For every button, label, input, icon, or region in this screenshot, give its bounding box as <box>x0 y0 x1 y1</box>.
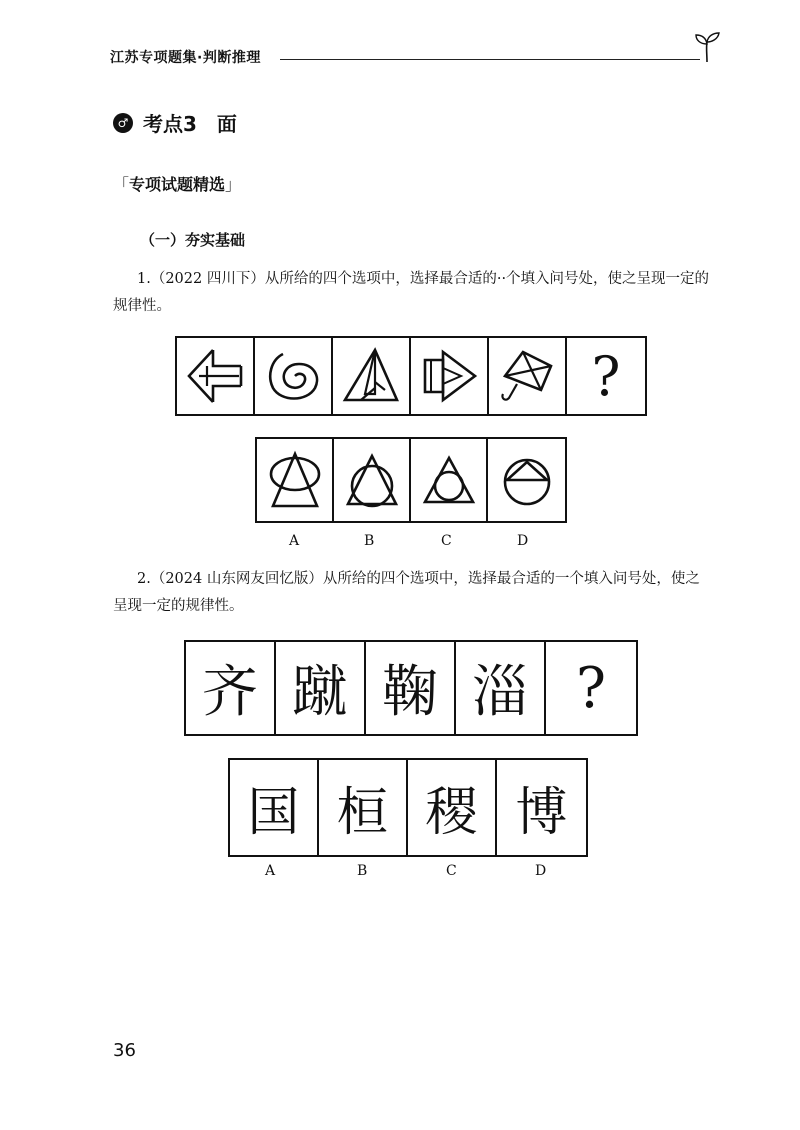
kite-figure-icon <box>495 346 559 406</box>
q1-figure-2 <box>255 338 333 414</box>
question-2-sequence <box>184 640 638 736</box>
q2-option-d-label: D <box>535 863 547 879</box>
q1-option-a[interactable] <box>257 439 334 521</box>
q2-option-b[interactable]: 桓 <box>319 760 408 855</box>
header-rule <box>280 59 700 60</box>
q2-question-mark: ? <box>575 655 607 721</box>
q2-option-c-label: C <box>446 863 457 879</box>
q1-option-b[interactable] <box>334 439 411 521</box>
q2-option-d[interactable]: 博 <box>515 783 568 843</box>
page-number: 36 <box>113 1040 136 1061</box>
q1-figure-4 <box>411 338 489 414</box>
option-d-figure-icon <box>495 448 559 512</box>
question-1-options <box>255 437 567 523</box>
q1-figure-3 <box>333 338 411 414</box>
q2-option-a[interactable]: 国 <box>230 760 319 855</box>
option-b-figure-icon <box>340 448 404 512</box>
q2-char-1: 齐 <box>186 642 276 734</box>
play-arrow-figure-icon <box>417 346 481 406</box>
q1-option-a-label: A <box>289 533 300 549</box>
question-1-text: 1.（2022 四川下）从所给的四个选项中，选择最合适的··个填入问号处，使之呈现一定的规律性。 <box>113 271 710 314</box>
q2-option-a-label: A <box>265 863 276 879</box>
level-heading: （一）夯实基础 <box>140 231 246 249</box>
q2-option-b-label: B <box>357 863 368 879</box>
subsection-heading <box>113 172 241 195</box>
q1-option-b-label: B <box>364 533 375 549</box>
question-1-sequence <box>175 336 647 416</box>
q1-option-c[interactable] <box>411 439 488 521</box>
q2-option-c[interactable]: 稷 <box>408 760 497 855</box>
q1-option-d-label: D <box>517 533 529 549</box>
q1-question-mark: ? <box>591 344 621 408</box>
q2-char-3: 鞠 <box>366 642 456 734</box>
arrow-figure-icon <box>183 346 247 406</box>
sprout-icon <box>690 30 724 64</box>
question-2-options <box>228 758 588 857</box>
section-bullet-icon: ♂ <box>113 113 133 133</box>
q2-char-2: 蹴 <box>276 642 366 734</box>
q1-figure-5 <box>489 338 567 414</box>
running-header: 江苏专项题集·判断推理 <box>110 50 261 66</box>
q1-option-c-label: C <box>441 533 452 549</box>
bracket-open: 「 <box>113 175 130 194</box>
question-2-text: 2.（2024 山东网友回忆版）从所给的四个选项中，选择最合适的一个填入问号处，使之呈现一定的规律性。 <box>113 571 700 614</box>
triangle-figure-icon <box>339 346 403 406</box>
section-title <box>113 108 237 137</box>
subsection-title: 专项试题精选 <box>129 175 226 194</box>
q1-figure-1 <box>177 338 255 414</box>
q1-option-d[interactable] <box>488 439 565 521</box>
option-c-figure-icon <box>417 448 481 512</box>
spiral-figure-icon <box>261 346 325 406</box>
bracket-close: 」 <box>225 175 242 194</box>
option-a-figure-icon <box>263 448 327 512</box>
section-title-text: 考点3 面 <box>143 112 237 136</box>
q2-char-4: 淄 <box>456 642 546 734</box>
